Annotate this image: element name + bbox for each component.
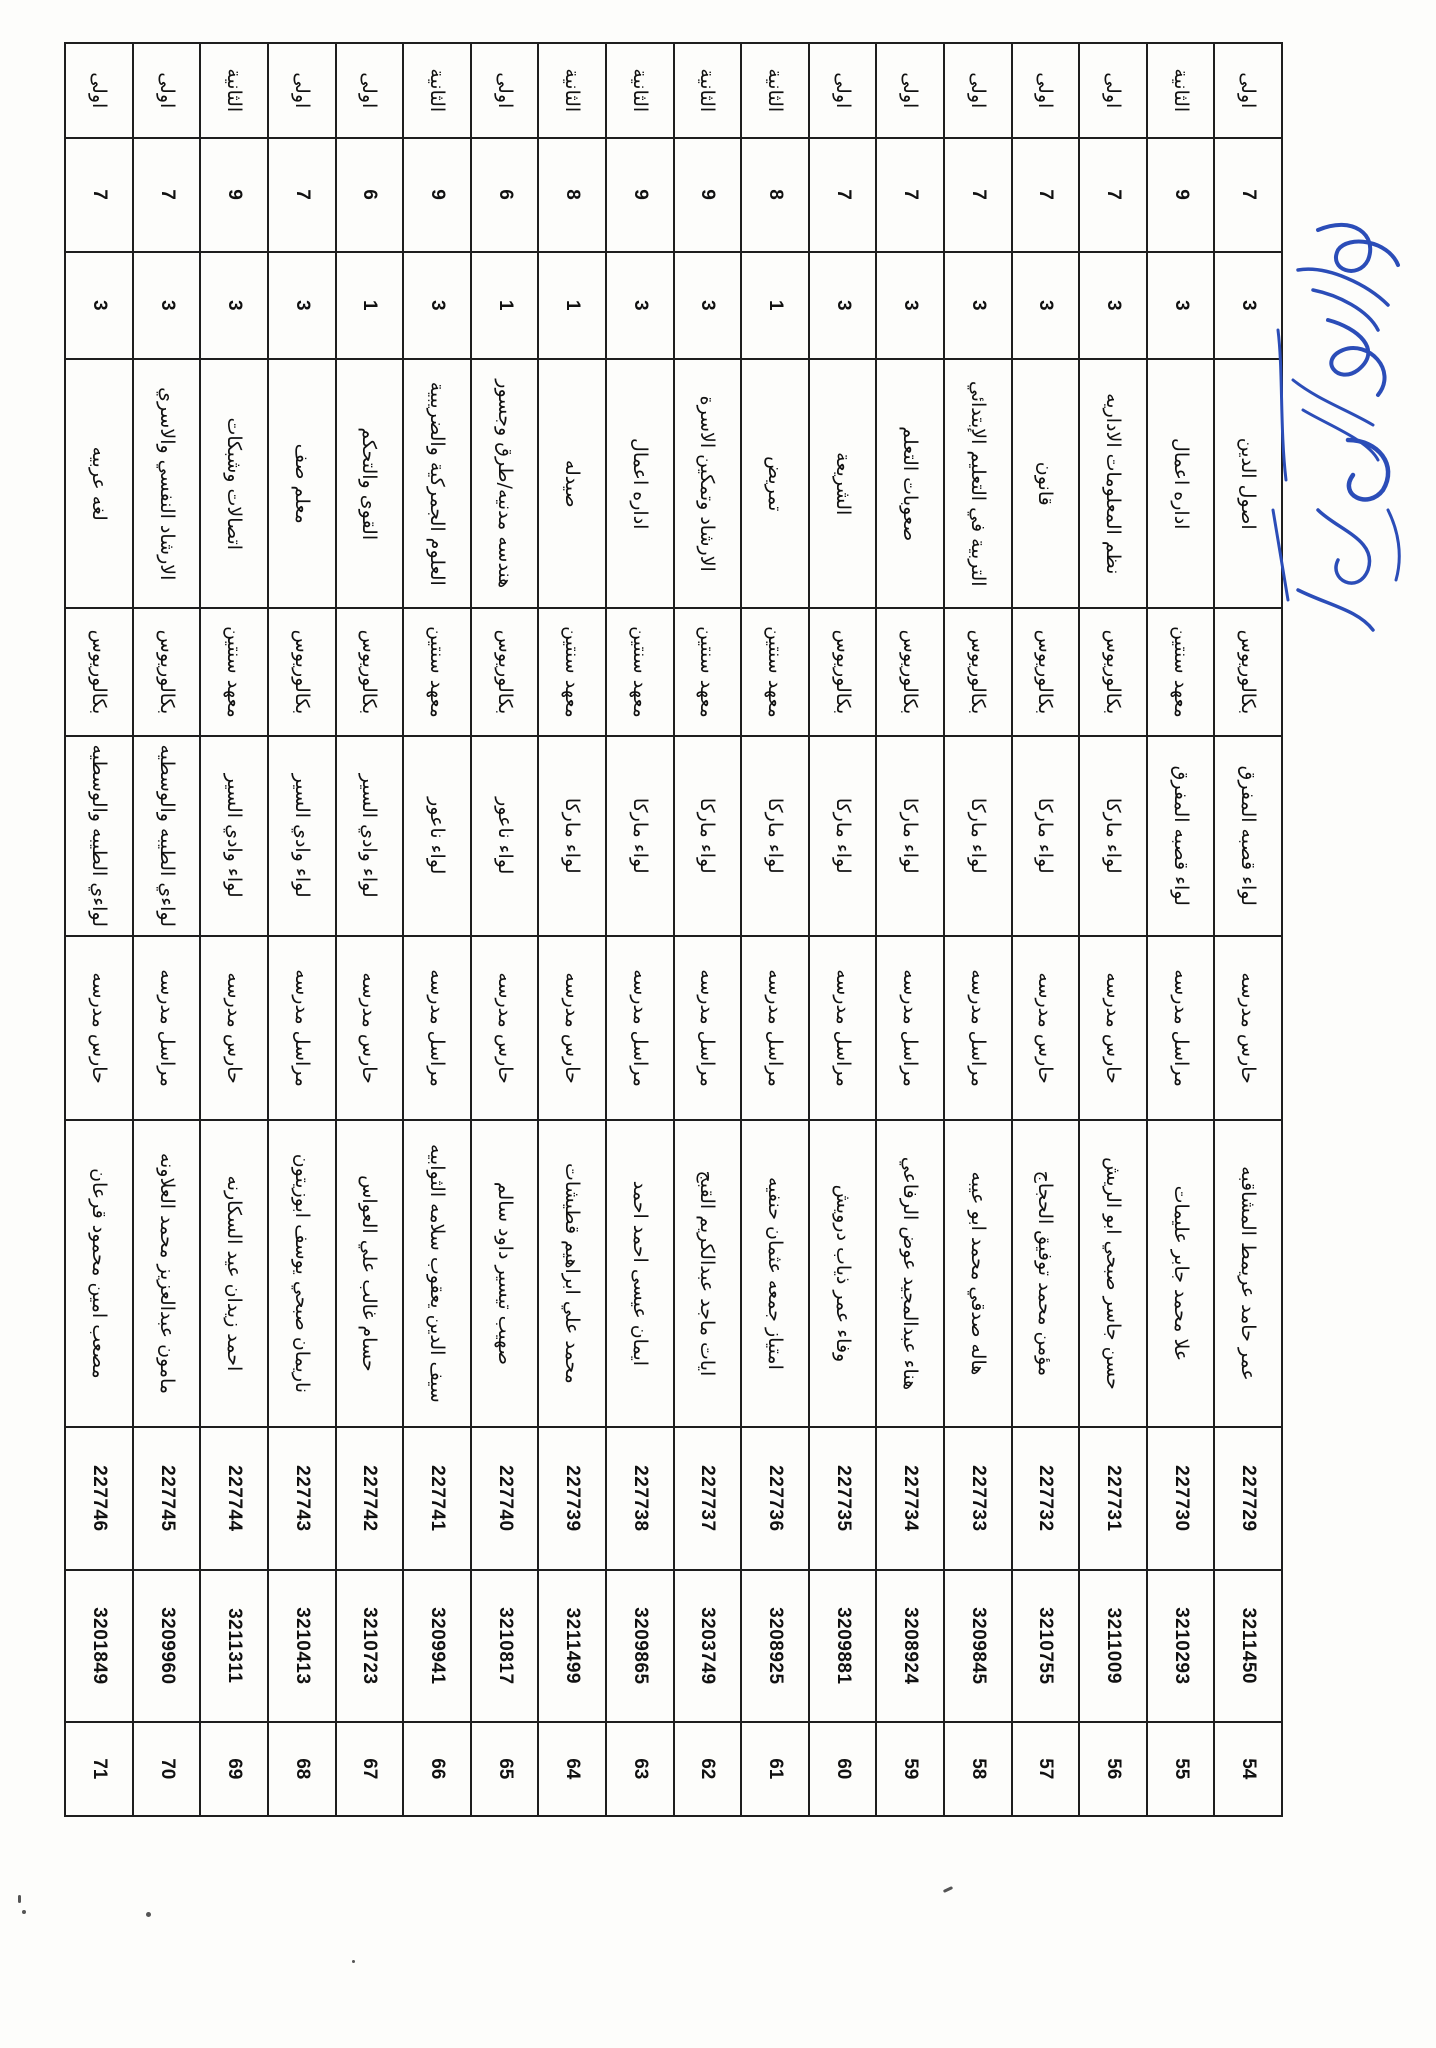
cell-sequence: 71 [65,1722,133,1816]
table-row [1079,43,1147,1816]
cell-sequence: 64 [538,1722,606,1816]
cell-district: لواء ناعور [403,736,471,936]
table-row [133,43,201,1816]
cell-district: لواء ماركا [1079,736,1147,936]
cell-job-title: مراسل مدرسه [403,936,471,1120]
cell-reference-no: 227733 [944,1427,1012,1570]
cell-name: حسن جاسر صبحي ابو الريش [1079,1120,1147,1427]
cell-code-a: 1 [741,252,809,359]
cell-category: اولى [268,43,336,138]
cell-code-a: 3 [674,252,742,359]
cell-major: الشريعة [809,359,877,608]
scan-speck [943,1886,953,1893]
cell-major: نظم المعلومات الاداريه [1079,359,1147,608]
cell-job-title: حارس مدرسه [201,936,269,1120]
cell-job-title: مراسل مدرسه [876,936,944,1120]
cell-job-title: مراسل مدرسه [268,936,336,1120]
cell-sequence: 67 [336,1722,404,1816]
cell-major: صعوبات التعلم [876,359,944,608]
cell-name: هاله صدقي محمد ابو عيبه [944,1120,1012,1427]
cell-category: اولى [65,43,133,138]
cell-major: اتصالات وشبكات [201,359,269,608]
cell-name: مؤمن محمد توفيق الحجاج [1012,1120,1080,1427]
cell-name: صهيب تيسير داود سالم [471,1120,539,1427]
cell-degree: بكالوريوس [471,608,539,735]
cell-national-id: 3208924 [876,1570,944,1722]
cell-sequence: 58 [944,1722,1012,1816]
cell-code-b: 7 [944,138,1012,252]
cell-major: الارشاد وتمكين الاسرة [674,359,742,608]
cell-job-title: حارس مدرسه [65,936,133,1120]
cell-major: قانون [1012,359,1080,608]
cell-major: لغه عربيه [65,359,133,608]
cell-reference-no: 227732 [1012,1427,1080,1570]
cell-sequence: 54 [1214,1722,1282,1816]
cell-code-a: 3 [403,252,471,359]
table-row [336,43,404,1816]
cell-degree: بكالوريوس [133,608,201,735]
cell-major: التربية في التعليم الإبتدائي [944,359,1012,608]
cell-national-id: 3210293 [1147,1570,1215,1722]
table-row [1012,43,1080,1816]
cell-name: عمر حامد عريمط المشاقبه [1214,1120,1282,1427]
cell-code-b: 7 [133,138,201,252]
cell-job-title: مراسل مدرسه [674,936,742,1120]
cell-code-b: 9 [201,138,269,252]
cell-name: حسام غالب علي العواس [336,1120,404,1427]
cell-national-id: 3211009 [1079,1570,1147,1722]
cell-district: لواء قصبه المفرق [1147,736,1215,936]
cell-category: الثانية [538,43,606,138]
table-row [201,43,269,1816]
scan-speck [22,1910,26,1914]
cell-name: امتياز جمعه عثمان حنفيه [741,1120,809,1427]
cell-code-b: 7 [809,138,877,252]
cell-sequence: 57 [1012,1722,1080,1816]
cell-code-a: 3 [133,252,201,359]
table-row [268,43,336,1816]
cell-national-id: 3211311 [201,1570,269,1722]
cell-code-a: 3 [268,252,336,359]
cell-degree: بكالوريوس [944,608,1012,735]
cell-district: لواء ماركا [674,736,742,936]
cell-reference-no: 227736 [741,1427,809,1570]
cell-sequence: 59 [876,1722,944,1816]
cell-code-b: 9 [403,138,471,252]
cell-sequence: 60 [809,1722,877,1816]
cell-reference-no: 227745 [133,1427,201,1570]
cell-national-id: 3210723 [336,1570,404,1722]
cell-degree: بكالوريوس [1012,608,1080,735]
cell-name: هناء عبدالمجيد عوض الرفاعي [876,1120,944,1427]
cell-national-id: 3210817 [471,1570,539,1722]
cell-job-title: حارس مدرسه [1012,936,1080,1120]
cell-code-b: 7 [876,138,944,252]
cell-category: اولى [1079,43,1147,138]
cell-category: اولى [336,43,404,138]
cell-category: الثانية [201,43,269,138]
cell-reference-no: 227738 [606,1427,674,1570]
cell-job-title: مراسل مدرسه [1147,936,1215,1120]
cell-district: لواءي الطيبه والوسطيه [133,736,201,936]
cell-reference-no: 227734 [876,1427,944,1570]
cell-major: اداره اعمال [606,359,674,608]
cell-district: لواء ماركا [809,736,877,936]
cell-name: احمد زيدان عيد السكارنه [201,1120,269,1427]
cell-code-b: 7 [1079,138,1147,252]
cell-category: اولى [471,43,539,138]
cell-national-id: 3210755 [1012,1570,1080,1722]
cell-national-id: 3203749 [674,1570,742,1722]
cell-national-id: 3210413 [268,1570,336,1722]
cell-district: لواء ماركا [1012,736,1080,936]
cell-code-b: 6 [471,138,539,252]
cell-category: الثانية [741,43,809,138]
cell-degree: معهد سنتين [538,608,606,735]
cell-reference-no: 227729 [1214,1427,1282,1570]
cell-name: وفاء عمر ذياب درويش [809,1120,877,1427]
cell-category: الثانية [606,43,674,138]
cell-sequence: 62 [674,1722,742,1816]
cell-job-title: مراسل مدرسه [809,936,877,1120]
cell-major: العلوم الجمركية والضريبية [403,359,471,608]
employee-list-table [64,42,1283,1817]
table-row [403,43,471,1816]
cell-job-title: مراسل مدرسه [741,936,809,1120]
cell-job-title: حارس مدرسه [336,936,404,1120]
cell-reference-no: 227744 [201,1427,269,1570]
cell-reference-no: 227741 [403,1427,471,1570]
scan-speck [18,1895,21,1903]
cell-code-a: 1 [336,252,404,359]
cell-code-a: 3 [606,252,674,359]
cell-code-b: 7 [1012,138,1080,252]
cell-national-id: 3209960 [133,1570,201,1722]
cell-code-a: 3 [65,252,133,359]
cell-degree: معهد سنتين [674,608,742,735]
cell-category: اولى [133,43,201,138]
cell-sequence: 65 [471,1722,539,1816]
table-row [876,43,944,1816]
cell-major: معلم صف [268,359,336,608]
cell-district: لواء وادي السير [201,736,269,936]
handwritten-signature [1258,210,1418,650]
cell-district: لواء ماركا [606,736,674,936]
cell-reference-no: 227746 [65,1427,133,1570]
cell-sequence: 68 [268,1722,336,1816]
cell-sequence: 55 [1147,1722,1215,1816]
cell-code-b: 9 [674,138,742,252]
cell-district: لواء ماركا [876,736,944,936]
cell-major: اصول الدين [1214,359,1282,608]
cell-district: لواء وادي السير [268,736,336,936]
cell-reference-no: 227740 [471,1427,539,1570]
cell-degree: معهد سنتين [201,608,269,735]
cell-code-b: 7 [1214,138,1282,252]
cell-national-id: 3208925 [741,1570,809,1722]
cell-major: الارشاد النفسي والاسري [133,359,201,608]
cell-reference-no: 227731 [1079,1427,1147,1570]
cell-code-a: 3 [201,252,269,359]
cell-name: ايمان عيسى احمد احمد [606,1120,674,1427]
cell-code-a: 3 [1147,252,1215,359]
cell-category: اولى [1012,43,1080,138]
cell-code-b: 7 [268,138,336,252]
cell-district: لواء ماركا [538,736,606,936]
cell-code-b: 6 [336,138,404,252]
cell-code-a: 3 [1012,252,1080,359]
cell-job-title: مراسل مدرسه [606,936,674,1120]
cell-job-title: حارس مدرسه [1214,936,1282,1120]
table-row [606,43,674,1816]
cell-reference-no: 227737 [674,1427,742,1570]
cell-degree: بكالوريوس [809,608,877,735]
cell-degree: معهد سنتين [606,608,674,735]
cell-national-id: 3201849 [65,1570,133,1722]
cell-national-id: 3209881 [809,1570,877,1722]
cell-category: اولى [944,43,1012,138]
cell-sequence: 63 [606,1722,674,1816]
cell-category: الثانية [403,43,471,138]
cell-code-a: 1 [538,252,606,359]
cell-reference-no: 227730 [1147,1427,1215,1570]
table-row [538,43,606,1816]
cell-district: لواء ماركا [741,736,809,936]
cell-job-title: حارس مدرسه [538,936,606,1120]
cell-district: لواء وادي السير [336,736,404,936]
cell-degree: بكالوريوس [1214,608,1282,735]
cell-major: هندسه مدنيه/طرق وجسور [471,359,539,608]
cell-code-b: 9 [1147,138,1215,252]
cell-sequence: 61 [741,1722,809,1816]
table-row [944,43,1012,1816]
table-row [809,43,877,1816]
rotated-table-wrapper [66,42,1283,1817]
cell-district: لواء ناعور [471,736,539,936]
cell-sequence: 56 [1079,1722,1147,1816]
cell-reference-no: 227743 [268,1427,336,1570]
cell-job-title: مراسل مدرسه [944,936,1012,1120]
cell-major: تمريض [741,359,809,608]
cell-national-id: 3211499 [538,1570,606,1722]
cell-national-id: 3209845 [944,1570,1012,1722]
table-row [741,43,809,1816]
cell-name: مامون عبدالعزيز محمد العلاونه [133,1120,201,1427]
table-row [65,43,133,1816]
cell-national-id: 3209941 [403,1570,471,1722]
table-row [674,43,742,1816]
cell-code-b: 7 [65,138,133,252]
cell-degree: بكالوريوس [336,608,404,735]
cell-code-a: 3 [876,252,944,359]
cell-degree: بكالوريوس [268,608,336,735]
cell-district: لواء قصبه المفرق [1214,736,1282,936]
cell-category: اولى [876,43,944,138]
cell-name: علا محمد جابر عليمات [1147,1120,1215,1427]
cell-major: اداره اعمال [1147,359,1215,608]
table-row [471,43,539,1816]
cell-name: مصعب امين محمود قرعان [65,1120,133,1427]
table-row [1147,43,1215,1816]
cell-code-b: 9 [606,138,674,252]
cell-degree: بكالوريوس [1079,608,1147,735]
cell-category: الثانية [674,43,742,138]
cell-sequence: 70 [133,1722,201,1816]
cell-category: اولى [809,43,877,138]
cell-sequence: 69 [201,1722,269,1816]
cell-name: ايات ماجد عبدالكريم القبج [674,1120,742,1427]
cell-code-a: 3 [944,252,1012,359]
cell-district: لواءي الطيبه والوسطيه [65,736,133,936]
cell-category: الثانية [1147,43,1215,138]
cell-code-a: 1 [471,252,539,359]
cell-major: صيدله [538,359,606,608]
cell-job-title: مراسل مدرسه [133,936,201,1120]
cell-degree: معهد سنتين [741,608,809,735]
scan-speck [146,1912,151,1917]
cell-name: محمد علي ابراهيم قطيشات [538,1120,606,1427]
scan-speck [352,1960,355,1963]
cell-district: لواء ماركا [944,736,1012,936]
cell-degree: معهد سنتين [403,608,471,735]
cell-major: القوى والتحكم [336,359,404,608]
table-body [65,43,1282,1816]
cell-code-b: 8 [538,138,606,252]
cell-national-id: 3209865 [606,1570,674,1722]
cell-sequence: 66 [403,1722,471,1816]
cell-code-a: 3 [1079,252,1147,359]
cell-code-a: 3 [809,252,877,359]
cell-reference-no: 227742 [336,1427,404,1570]
cell-name: سيف الدين يعقوب سلامه الثوابيه [403,1120,471,1427]
cell-code-b: 8 [741,138,809,252]
cell-name: ناريمان صبحي يوسف ابوزيتون [268,1120,336,1427]
cell-degree: بكالوريوس [65,608,133,735]
cell-reference-no: 227735 [809,1427,877,1570]
cell-job-title: حارس مدرسه [471,936,539,1120]
cell-code-a: 3 [1214,252,1282,359]
cell-degree: معهد سنتين [1147,608,1215,735]
cell-job-title: حارس مدرسه [1079,936,1147,1120]
cell-degree: بكالوريوس [876,608,944,735]
cell-national-id: 3211450 [1214,1570,1282,1722]
cell-category: اولى [1214,43,1282,138]
cell-reference-no: 227739 [538,1427,606,1570]
